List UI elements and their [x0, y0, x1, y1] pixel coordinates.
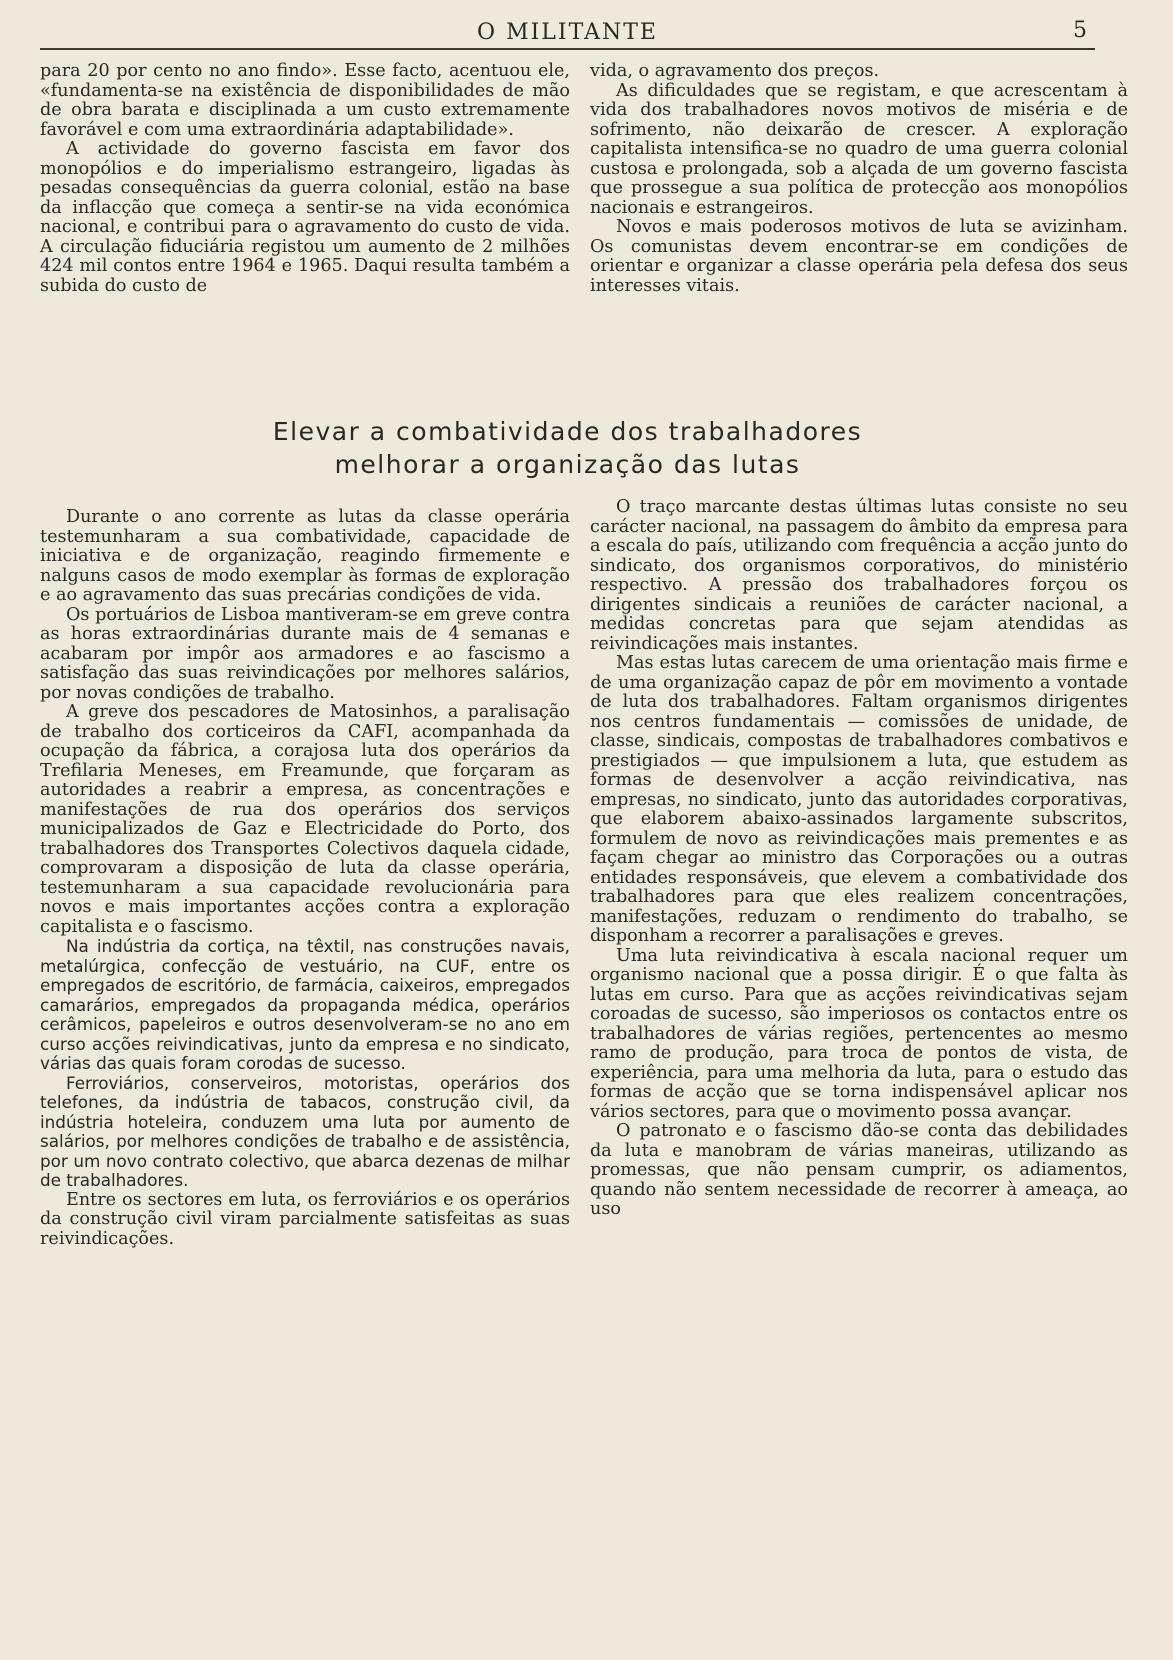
paragraph: Na indústria da cortiça, na têxtil, nas construções navais, metalúrgica, confecção de vestuário, na CUF, entre os empregados de escritório, de farmácia, caixeiros, empregados camarários, empregados da propaganda médica, operários cerâmicos, papeleiros e outros desenvolveram-se no ano em curso acções reivindicativas, junto da empresa e no sindicato, várias das quais foram corodas de sucesso.: [40, 936, 570, 1073]
paragraph: As dificuldades que se registam, e que acrescentam à vida dos trabalhadores novos motivos de miséria e de sofrimento, não deixarão de crescer. A exploração capitalista intensifica-se no quadro de uma guerra colonial custosa e prolongada, sob a alçada de um governo fascista que prossegue a sua política de protecção aos monopólios nacionais e estrangeiros.: [590, 80, 1128, 218]
paragraph: O traço marcante destas últimas lutas consiste no seu carácter nacional, na passagem do âmbito da empresa para a escala do país, utilizando com frequência a acção junto do sindicato, dos organismos corporativos, do ministério respectivo. A pressão dos trabalhadores forçou os dirigentes sindicais a reuniões de carácter nacional, a medidas concretas para que sejam atendidas as reivindicações mais instantes.: [590, 497, 1128, 654]
paragraph: Ferroviários, conserveiros, motoristas, operários dos telefones, da indústria de tabacos, construção civil, da indústria hoteleira, conduzem uma luta por aumento de salários, por melhores condições de trabalho e de assistência, por um novo contrato colectivo, que abarca dezenas de milhar de trabalhadores.: [40, 1072, 570, 1190]
paragraph: A greve dos pescadores de Matosinhos, a paralisação de trabalho dos corticeiros da CAFI, acompanhada da ocupação da fábrica, a corajosa luta dos operários da Trefilaria Meneses, em Freamunde, que forçaram as autoridades a reabrir a empresa, as concentrações e manifestações de rua dos operários dos serviços municipalizados de Gaz e Electricidade do Porto, dos trabalhadores dos Transportes Colectivos daquela cidade, comprovaram a disposição de luta da classe operária, testemunharam a sua capacidade revolucionária para novos e mais importantes acções contra a exploração capitalista e o fascismo.: [40, 702, 570, 937]
article-heading-line1: Elevar a combatividade dos trabalhadores: [272, 417, 863, 446]
article-heading-line2: melhorar a organização das lutas: [334, 450, 801, 479]
paragraph: Novos e mais poderosos motivos de luta se avizinham. Os comunistas devem encontrar-se em condições de orientar e organizar a classe operária pela defesa dos seus interesses vitais.: [590, 217, 1128, 296]
paragraph: A actividade do governo fascista em favor dos monopólios e do imperialismo estrangeiro, ligadas às pesadas consequências da guerra colonial, estão na base da inflacção que começa a sentir-se na vida económica nacional, e contribui para o agravamento do custo de vida. A circulação fiduciária registou um aumento de 2 milhões 424 mil contos entre 1964 e 1965. Daqui resulta também a subida do custo de: [40, 139, 570, 296]
paragraph: Mas estas lutas carecem de uma orientação mais firme e de uma organização capaz de pôr em movimento a vontade de luta dos trabalhadores. Faltam organismos dirigentes nos centros fundamentais — comissões de unidade, de classe, sindicais, compostas de trabalhadores combativos e prestigiados — que impulsionem a luta, que estudem as formas de desenvolver a acção reivindicativa, nas empresas, no sindicato, junto das autoridades corporativas, que elaborem abaixo-assinados largamente subscritos, formulem de novo as reivindicações mais prementes e as façam chegar ao ministro das Corporações ou a outras entidades responsáveis, que elevem a combatividade dos trabalhadores para que eles realizem concentrações, manifestações, reduzam o rendimento do trabalho, se disponham a recorrer a paralisações e greves.: [590, 653, 1128, 946]
section1-left-column: [40, 62, 570, 296]
paragraph: Durante o ano corrente as lutas da classe operária testemunharam a sua combatividade, capacidade de iniciativa e de organização, reagindo firmemente e nalguns casos de modo exemplar às formas de exploração e ao agravamento das suas precárias condições de vida.: [40, 507, 570, 605]
paragraph: para 20 por cento no ano findo». Esse facto, acentuou ele, «fundamenta-se na existência de disponibilidades de mão de obra barata e disciplinada a um custo extremamente favorável e com uma extraordinária adaptabilidade».: [40, 61, 570, 140]
paragraph: Uma luta reivindicativa à escala nacional requer um organismo nacional que a possa dirigir. É o que falta às lutas em curso. Para que as acções reivindicativas sejam coroadas de sucesso, são imperiosos os contactos entre os trabalhadores de várias regiões, pertencentes ao mesmo ramo de produção, para troca de pontos de vista, de experiência, para uma melhoria da luta, para o estudo das formas de acção que se torna indispensável aplicar nos vários sectores, para que o movimento possa avançar.: [590, 945, 1128, 1122]
section1-right-column: [590, 62, 1128, 296]
article-right-column: [590, 498, 1128, 1220]
article-heading: [40, 415, 1095, 481]
publication-title: O MILITANTE: [477, 20, 658, 45]
page-number: 5: [1073, 18, 1087, 43]
paragraph: vida, o agravamento dos preços.: [590, 61, 880, 81]
article-left-column: [40, 508, 570, 1249]
paragraph: Os portuários de Lisboa mantiveram-se em greve contra as horas extraordinárias durante mais de 4 semanas e acabaram por impôr aos armadores e ao fascismo a satisfação das suas reivindicações por melhores salários, por novas condições de trabalho.: [40, 604, 570, 703]
paragraph: O patronato e o fascismo dão-se conta das debilidades da luta e manobram de várias maneiras, utilizando as promessas, que não pensam cumprir, os adiamentos, quando não sentem necessidade de recorrer à ameaça, ao uso: [590, 1121, 1128, 1219]
running-header: [40, 18, 1095, 50]
paragraph: Entre os sectores em luta, os ferroviários e os operários da construção civil viram parcialmente satisfeitas as suas reivindicações.: [40, 1189, 570, 1249]
